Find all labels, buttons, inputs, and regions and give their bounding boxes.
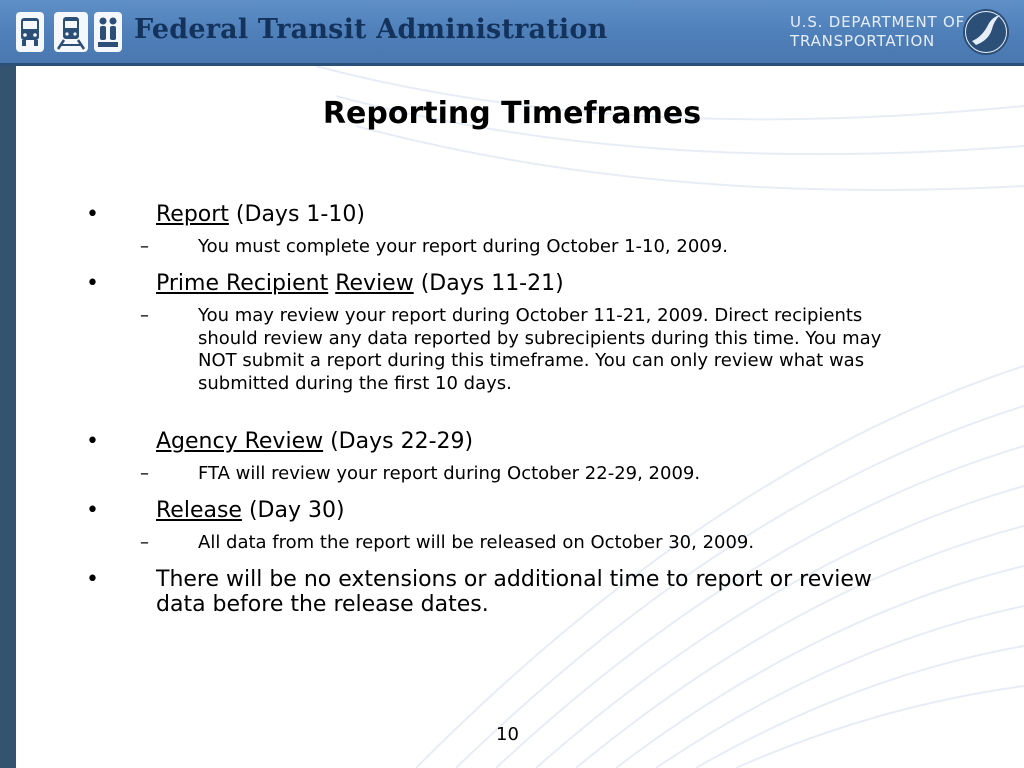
dash-marker: – (140, 532, 149, 553)
report-link[interactable]: Report (156, 202, 229, 227)
bullet-suffix: (Days 22-29) (323, 429, 474, 454)
bullet-suffix: (Days 1-10) (228, 202, 365, 227)
bullet-text (156, 202, 916, 227)
bullet-text (156, 271, 916, 296)
sub-bullet-text: FTA will review your report during October 22-29, 2009. (198, 463, 701, 484)
people-icon (94, 12, 122, 52)
bullet-suffix: (Day 30) (241, 498, 345, 523)
page-number: 10 (496, 724, 519, 745)
bullet-text: There will be no extensions or additional time to report or review data before the release dates. (156, 567, 872, 617)
bullet-marker: • (86, 567, 99, 592)
dash-marker: – (140, 463, 149, 484)
review-link[interactable]: Review (335, 271, 414, 296)
left-accent-bar (0, 66, 16, 768)
bullet-text (156, 498, 916, 523)
bullet-marker: • (86, 271, 99, 296)
dot-line-2: TRANSPORTATION (790, 32, 936, 50)
header-band (0, 0, 1024, 66)
background-swoosh (16, 66, 1024, 768)
sub-bullet-text: You may review your report during October 11-21, 2009. Direct recipients should review any data reported by subrecipients during this time. You may NOT submit a report during this timeframe. You can only review what was submitted during the first 10 days. (198, 305, 882, 394)
bullet-marker: • (86, 202, 99, 227)
release-link[interactable]: Release (156, 498, 242, 523)
bullet-marker: • (86, 429, 99, 454)
prime-recipient-link[interactable]: Prime Recipient (156, 271, 329, 296)
bullet-text (156, 429, 916, 454)
dash-marker: – (140, 236, 149, 257)
dot-department-label (790, 13, 966, 51)
sub-bullet-text: All data from the report will be released on October 30, 2009. (198, 532, 755, 553)
dot-seal-icon (962, 7, 1010, 57)
bullet-suffix: (Days 11-21) (413, 271, 564, 296)
dash-marker: – (140, 305, 149, 326)
dot-line-1: U.S. DEPARTMENT OF (790, 13, 966, 31)
agency-review-link[interactable]: Agency Review (156, 429, 324, 454)
rail-icon (54, 12, 88, 52)
sub-bullet-text: You must complete your report during October 1-10, 2009. (198, 236, 728, 257)
agency-title: Federal Transit Administration (134, 14, 608, 45)
bus-icon (16, 12, 44, 52)
bullet-marker: • (86, 498, 99, 523)
slide-title: Reporting Timeframes (322, 96, 702, 131)
